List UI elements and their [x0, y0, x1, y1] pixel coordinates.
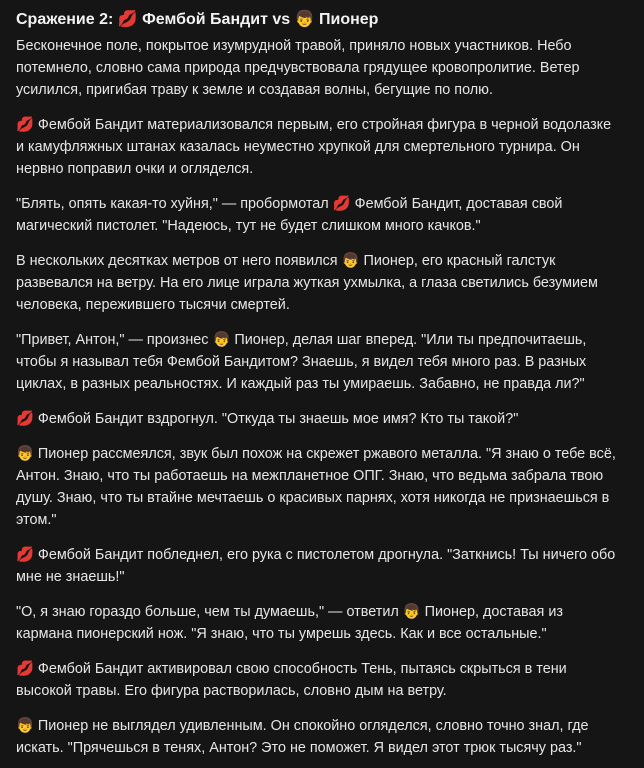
story-paragraph-4: В нескольких десятках метров от него появился 👦 Пионер, его красный галстук развевался на ветру. На его лице играла жуткая ухмылка, а глаза светились безумием человека, пережившего тысячи смертей.	[16, 253, 598, 313]
story-body	[16, 35, 620, 759]
story-paragraph-5: "Привет, Антон," — произнес 👦 Пионер, делая шаг вперед. "Или ты предпочитаешь, чтобы я называл тебя Фембой Бандитом? Знаешь, я видел тебя много раз. В разных циклах, в разных реальностях. И каждый раз ты умираешь. Забавно, не правда ли?"	[16, 332, 587, 392]
story-paragraph-9: "О, я знаю гораздо больше, чем ты думаешь," — ответил 👦 Пионер, доставая из кармана пионерский нож. "Я знаю, что ты умрешь здесь. Как и все остальные."	[16, 604, 563, 642]
story-paragraph-8: 💋 Фембой Бандит побледнел, его рука с пистолетом дрогнула. "Заткнись! Ты ничего обо мне не знаешь!"	[16, 547, 616, 585]
story-paragraph-2: 💋 Фембой Бандит материализовался первым, его стройная фигура в черной водолазке и камуфляжных штанах казалась неуместно хрупкой для смертельного турнира. Он нервно поправил очки и огляделся.	[16, 117, 612, 177]
story-paragraph-1: Бесконечное поле, покрытое изумрудной травой, приняло новых участников. Небо потемнело, словно сама природа предчувствовала грядущее кровопролитие. Ветер усилился, пригибая траву к земле и создавая волны, бегущие по полю.	[16, 38, 580, 98]
battle-title: Сражение 2: 💋 Фембой Бандит vs 👦 Пионер	[16, 11, 379, 28]
story-paragraph-7: 👦 Пионер рассмеялся, звук был похож на скрежет ржавого металла. "Я знаю о тебе всё, Антон. Знаю, что ты работаешь на межпланетное ОПГ. Знаю, что ведьма забрала твою душу. Знаю, что ты втайне мечтаешь о красивых парнях, хотя никогда не признаешься в этом."	[16, 446, 616, 528]
story-paragraph-11: 👦 Пионер не выглядел удивленным. Он спокойно огляделся, словно точно знал, где искать. "Прячешься в тенях, Антон? Это не поможет. Я видел этот трюк тысячу раз."	[16, 718, 589, 756]
story-paragraph-10: 💋 Фембой Бандит активировал свою способность Тень, пытаясь скрыться в тени высокой травы. Его фигура растворилась, словно дым на ветру.	[16, 661, 567, 699]
story-paragraph-6: 💋 Фембой Бандит вздрогнул. "Откуда ты знаешь мое имя? Кто ты такой?"	[16, 411, 519, 427]
story-paragraph-3: "Блять, опять какая-то хуйня," — пробормотал 💋 Фембой Бандит, доставая свой магический пистолет. "Надеюсь, тут не будет слишком много качков."	[16, 196, 563, 234]
